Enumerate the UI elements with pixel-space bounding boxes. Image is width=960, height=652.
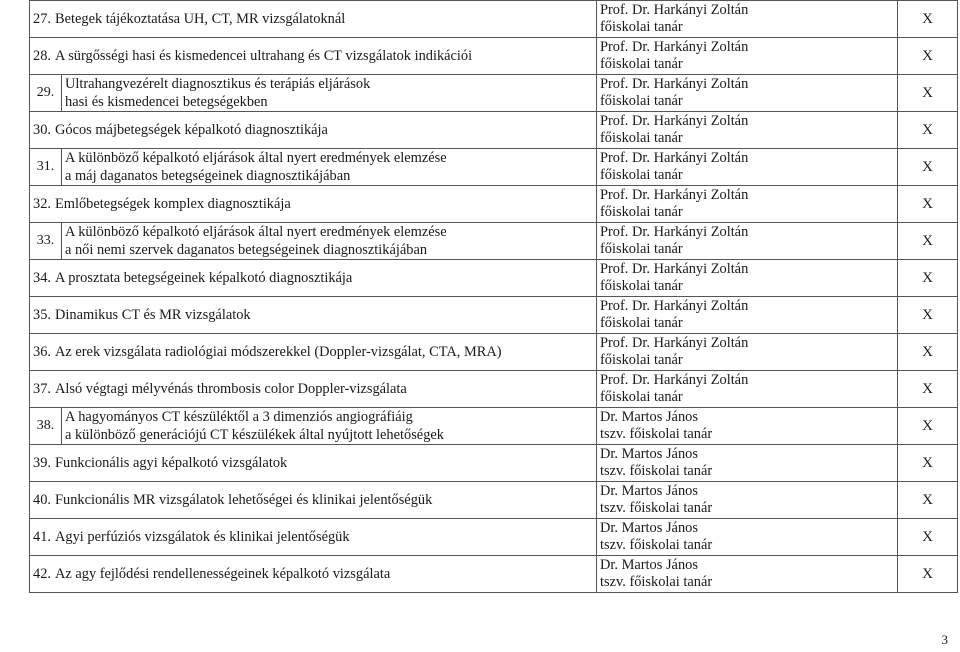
topic-title — [30, 519, 597, 556]
lecturer — [597, 223, 898, 260]
topic-title — [62, 223, 597, 260]
topics-table — [29, 0, 958, 593]
topic-title-line-1: A különböző képalkotó eljárások által nyert eredmények elemzése — [65, 224, 447, 240]
table-row — [30, 445, 958, 482]
topic-title — [62, 75, 597, 112]
lecturer-name: Dr. Martos János — [600, 445, 698, 462]
lecturer-position: főiskolai tanár — [600, 278, 683, 294]
topic-title — [30, 482, 597, 519]
lecturer — [597, 112, 898, 149]
topic-title-line-1: Dinamikus CT és MR vizsgálatok — [55, 307, 251, 323]
lecturer-position: főiskolai tanár — [600, 56, 683, 72]
lecturer — [597, 408, 898, 445]
table-row — [30, 260, 958, 297]
topic-title-line-1: Gócos májbetegségek képalkotó diagnosztikája — [55, 122, 328, 138]
table-row — [30, 149, 958, 186]
table-row — [30, 371, 958, 408]
table-row — [30, 482, 958, 519]
lecturer-name: Prof. Dr. Harkányi Zoltán — [600, 112, 749, 129]
lecturer-name: Dr. Martos János — [600, 519, 698, 536]
mark-cell: X — [898, 149, 958, 186]
topic-title — [30, 186, 597, 223]
topic-number: 33. — [30, 223, 62, 260]
table-row — [30, 112, 958, 149]
mark-cell: X — [898, 223, 958, 260]
mark-cell: X — [898, 371, 958, 408]
mark-cell: X — [898, 482, 958, 519]
lecturer — [597, 445, 898, 482]
topic-number: 27. — [33, 11, 51, 27]
lecturer-name: Prof. Dr. Harkányi Zoltán — [600, 38, 749, 55]
topic-title-line-1: Ultrahangvezérelt diagnosztikus és terápiás eljárások — [65, 76, 371, 92]
topic-title-line-2: a máj daganatos betegségeinek diagnosztikájában — [65, 168, 351, 184]
topic-number: 28. — [33, 48, 51, 64]
lecturer-position: főiskolai tanár — [600, 389, 683, 405]
lecturer — [597, 186, 898, 223]
mark-cell: X — [898, 1, 958, 38]
topic-title-line-1: A hagyományos CT készüléktől a 3 dimenziós angiográfiáig — [65, 409, 413, 425]
lecturer-position: tszv. főiskolai tanár — [600, 426, 713, 442]
topic-title — [30, 445, 597, 482]
lecturer — [597, 519, 898, 556]
table-row — [30, 1, 958, 38]
topic-title-line-1: A különböző képalkotó eljárások által nyert eredmények elemzése — [65, 150, 447, 166]
lecturer-position: főiskolai tanár — [600, 167, 683, 183]
topic-number: 40. — [33, 492, 51, 508]
topic-title-line-1: Funkcionális MR vizsgálatok lehetőségei és klinikai jelentőségük — [55, 492, 433, 508]
topic-title-line-1: Funkcionális agyi képalkotó vizsgálatok — [55, 455, 288, 471]
topic-title-line-1: Betegek tájékoztatása UH, CT, MR vizsgálatoknál — [55, 11, 346, 27]
lecturer-name: Dr. Martos János — [600, 408, 698, 425]
mark-cell: X — [898, 112, 958, 149]
topics-table-body — [30, 1, 958, 593]
lecturer-position: tszv. főiskolai tanár — [600, 463, 713, 479]
table-row — [30, 408, 958, 445]
topic-number: 36. — [33, 344, 51, 360]
topic-number: 34. — [33, 270, 51, 286]
lecturer-name: Prof. Dr. Harkányi Zoltán — [600, 371, 749, 388]
lecturer-position: tszv. főiskolai tanár — [600, 574, 713, 590]
topic-title-line-1: Alsó végtagi mélyvénás thrombosis color Doppler-vizsgálata — [55, 381, 407, 397]
topic-number: 37. — [33, 381, 51, 397]
mark-cell: X — [898, 408, 958, 445]
table-row — [30, 519, 958, 556]
page-number: 3 — [941, 632, 948, 647]
lecturer-name: Dr. Martos János — [600, 556, 698, 573]
topic-title — [62, 408, 597, 445]
lecturer-name: Prof. Dr. Harkányi Zoltán — [600, 260, 749, 277]
lecturer-position: tszv. főiskolai tanár — [600, 500, 713, 516]
table-row — [30, 297, 958, 334]
lecturer — [597, 371, 898, 408]
lecturer-name: Prof. Dr. Harkányi Zoltán — [600, 223, 749, 240]
topic-title — [30, 260, 597, 297]
topic-number: 42. — [33, 566, 51, 582]
lecturer-name: Prof. Dr. Harkányi Zoltán — [600, 334, 749, 351]
lecturer — [597, 556, 898, 593]
mark-cell: X — [898, 334, 958, 371]
mark-cell: X — [898, 556, 958, 593]
topic-title-line-1: A sürgősségi hasi és kismedencei ultrahang és CT vizsgálatok indikációi — [55, 48, 473, 64]
mark-cell: X — [898, 38, 958, 75]
mark-cell: X — [898, 186, 958, 223]
topic-number: 30. — [33, 122, 51, 138]
table-row — [30, 38, 958, 75]
lecturer — [597, 38, 898, 75]
topic-title — [30, 112, 597, 149]
topic-number: 29. — [30, 75, 62, 112]
lecturer-position: főiskolai tanár — [600, 315, 683, 331]
lecturer — [597, 260, 898, 297]
lecturer-name: Prof. Dr. Harkányi Zoltán — [600, 1, 749, 18]
lecturer — [597, 149, 898, 186]
mark-cell: X — [898, 445, 958, 482]
mark-cell: X — [898, 297, 958, 334]
topic-title-line-2: hasi és kismedencei betegségekben — [65, 94, 268, 110]
topic-number: 32. — [33, 196, 51, 212]
mark-cell: X — [898, 519, 958, 556]
lecturer-position: főiskolai tanár — [600, 130, 683, 146]
topic-title — [30, 1, 597, 38]
topic-title-line-1: Az erek vizsgálata radiológiai módszerekkel (Doppler-vizsgálat, CTA, MRA) — [55, 344, 502, 360]
lecturer — [597, 334, 898, 371]
lecturer-position: tszv. főiskolai tanár — [600, 537, 713, 553]
topic-title — [30, 371, 597, 408]
topic-number: 35. — [33, 307, 51, 323]
lecturer — [597, 297, 898, 334]
table-row — [30, 186, 958, 223]
topic-title-line-1: Agyi perfúziós vizsgálatok és klinikai jelentőségük — [55, 529, 350, 545]
table-row — [30, 75, 958, 112]
topic-number: 41. — [33, 529, 51, 545]
topic-title — [30, 38, 597, 75]
topic-title-line-2: a női nemi szervek daganatos betegségeinek diagnosztikájában — [65, 242, 428, 258]
topic-title — [30, 334, 597, 371]
lecturer-position: főiskolai tanár — [600, 19, 683, 35]
lecturer-position: főiskolai tanár — [600, 241, 683, 257]
topic-title-line-1: Emlőbetegségek komplex diagnosztikája — [55, 196, 291, 212]
lecturer — [597, 482, 898, 519]
lecturer-position: főiskolai tanár — [600, 93, 683, 109]
lecturer-name: Prof. Dr. Harkányi Zoltán — [600, 297, 749, 314]
topic-number: 38. — [30, 408, 62, 445]
table-row — [30, 556, 958, 593]
lecturer-name: Prof. Dr. Harkányi Zoltán — [600, 75, 749, 92]
topic-title-line-1: Az agy fejlődési rendellenességeinek képalkotó vizsgálata — [55, 566, 391, 582]
topic-title — [62, 149, 597, 186]
topic-number: 39. — [33, 455, 51, 471]
topic-title-line-1: A prosztata betegségeinek képalkotó diagnosztikája — [55, 270, 353, 286]
lecturer — [597, 75, 898, 112]
topic-title — [30, 556, 597, 593]
lecturer-name: Dr. Martos János — [600, 482, 698, 499]
lecturer-name: Prof. Dr. Harkányi Zoltán — [600, 149, 749, 166]
lecturer-name: Prof. Dr. Harkányi Zoltán — [600, 186, 749, 203]
topic-title — [30, 297, 597, 334]
table-row — [30, 223, 958, 260]
lecturer — [597, 1, 898, 38]
topic-title-line-2: a különböző generációjú CT készülékek által nyújtott lehetőségek — [65, 427, 444, 443]
topic-number: 31. — [30, 149, 62, 186]
lecturer-position: főiskolai tanár — [600, 352, 683, 368]
mark-cell: X — [898, 260, 958, 297]
table-row — [30, 334, 958, 371]
mark-cell: X — [898, 75, 958, 112]
lecturer-position: főiskolai tanár — [600, 204, 683, 220]
